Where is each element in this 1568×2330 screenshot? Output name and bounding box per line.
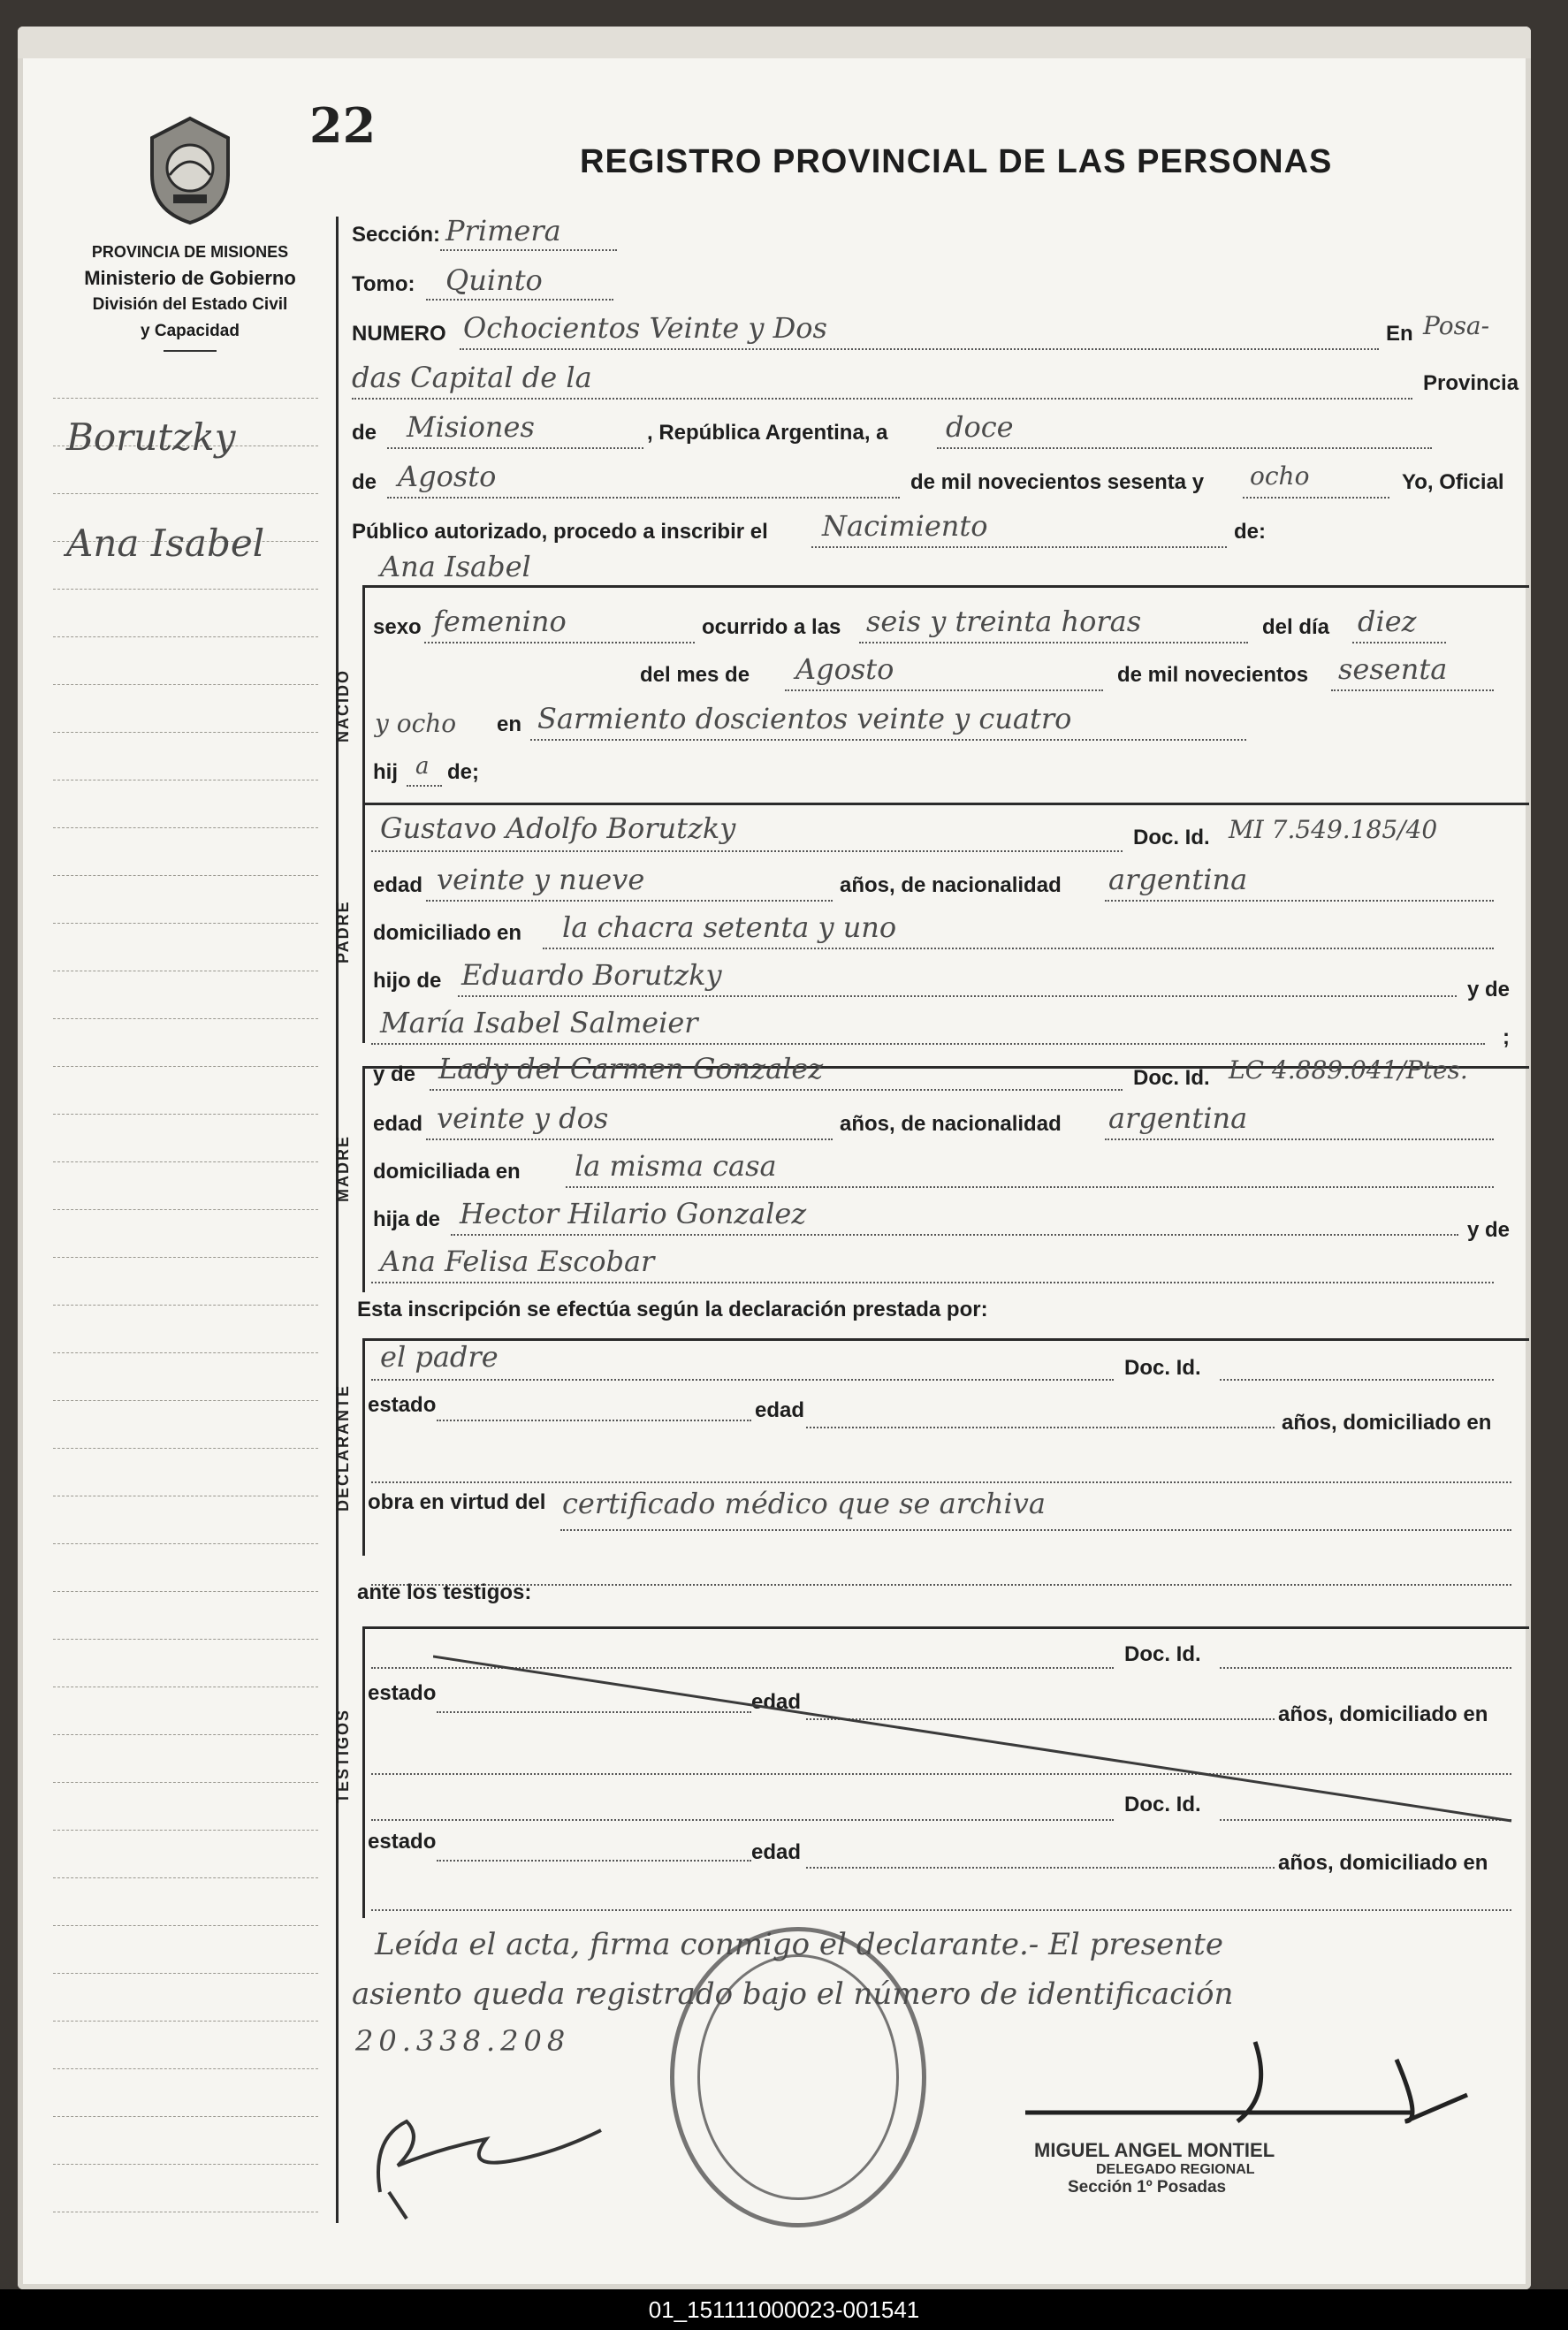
margin-ruled-line xyxy=(53,1830,318,1831)
anio-value: ocho xyxy=(1250,461,1310,491)
declarante-doc-line xyxy=(1220,1379,1494,1381)
nacido-top-rule xyxy=(362,585,1529,588)
declarante-name: el padre xyxy=(380,1340,499,1374)
madre-padre-value: Hector Hilario Gonzalez xyxy=(460,1197,807,1230)
ocurrido-label: ocurrido a las xyxy=(702,615,841,639)
margin-ruled-line xyxy=(53,684,318,685)
declarante-top-rule xyxy=(362,1338,1529,1341)
madre-section-label: MADRE xyxy=(334,1135,352,1202)
margin-column xyxy=(18,27,336,2289)
margin-ruled-line xyxy=(53,875,318,876)
madre-hija-label: hija de xyxy=(373,1207,441,1231)
lugar-line xyxy=(530,739,1246,741)
nacido-mes-line xyxy=(785,689,1103,691)
margin-ruled-line xyxy=(53,1400,318,1401)
dia-line xyxy=(937,447,1432,449)
official-name: MIGUEL ANGEL MONTIEL xyxy=(1034,2139,1275,2161)
margin-ruled-line xyxy=(53,2021,318,2022)
official-signature-icon xyxy=(1008,2024,1485,2148)
padre-yde-label: y de xyxy=(1467,978,1511,1001)
padre-edad-line xyxy=(426,900,833,902)
margin-ruled-line xyxy=(53,1734,318,1735)
testigo2-dom-line xyxy=(371,1909,1511,1911)
margin-surname: Borutzky xyxy=(66,415,236,459)
margin-given-name: Ana Isabel xyxy=(66,522,265,565)
margin-ruled-line xyxy=(53,1925,318,1926)
margin-ruled-line xyxy=(53,2068,318,2069)
ministry-name: Ministerio de Gobierno xyxy=(84,267,296,289)
official-office: Sección 1º Posadas xyxy=(1068,2178,1227,2197)
mes-label: del mes de xyxy=(640,663,750,687)
madre-bracket xyxy=(362,1066,365,1292)
madre-madre-value: Ana Felisa Escobar xyxy=(380,1245,655,1278)
margin-ruled-line xyxy=(53,827,318,828)
hij-de-label: de; xyxy=(447,760,479,784)
dia-value: doce xyxy=(946,410,1014,444)
seccion-value: Primera xyxy=(445,214,561,247)
testigos-bracket xyxy=(362,1626,365,1918)
sexo-line xyxy=(424,642,695,643)
padre-semicolon: ; xyxy=(1503,1025,1510,1049)
dia-label: del día xyxy=(1262,615,1330,639)
margin-ruled-line xyxy=(53,398,318,399)
closing-line-2: asiento queda registrado bajo el número de identificación xyxy=(352,1976,1234,2012)
acto-line xyxy=(811,546,1227,548)
testigo1-estado-label: estado xyxy=(368,1681,437,1705)
republica-label: , República Argentina, a xyxy=(647,421,888,445)
column-separator xyxy=(336,217,339,2223)
madre-dom-line xyxy=(566,1186,1494,1188)
margin-ruled-line xyxy=(53,1877,318,1878)
en-value-a: Posa- xyxy=(1423,311,1490,340)
margin-ruled-line xyxy=(53,2116,318,2117)
numero-value: Ochocientos Veinte y Dos xyxy=(463,311,827,345)
margin-ruled-line xyxy=(53,1018,318,1019)
padre-name: Gustavo Adolfo Borutzky xyxy=(380,811,736,845)
ministry-province: PROVINCIA DE MISIONES xyxy=(91,243,289,261)
declarant-signature-icon xyxy=(354,2086,636,2227)
padre-edad-label: edad xyxy=(373,873,423,897)
madre-yde-label: y de xyxy=(373,1062,416,1086)
official-stamp xyxy=(670,1927,926,2227)
padre-dom-line xyxy=(543,948,1494,949)
margin-ruled-line xyxy=(53,1161,318,1162)
page-title: REGISTRO PROVINCIAL DE LAS PERSONAS xyxy=(580,143,1333,180)
anio-line xyxy=(1243,497,1389,499)
madre-dom-value: la misma casa xyxy=(575,1149,777,1183)
madre-doc-label: Doc. Id. xyxy=(1133,1066,1210,1090)
margin-ruled-line xyxy=(53,1782,318,1783)
testigos-top-rule xyxy=(362,1626,1529,1629)
tomo-label: Tomo: xyxy=(352,272,415,296)
madre-edad-line xyxy=(426,1138,833,1140)
nacido-dia-value: diez xyxy=(1358,605,1417,638)
anio-label: de mil novecientos sesenta y xyxy=(910,470,1205,494)
padre-hijo-label: hijo de xyxy=(373,969,442,993)
de3-label: de: xyxy=(1234,520,1266,544)
declarante-bracket xyxy=(362,1338,365,1556)
margin-ruled-line xyxy=(53,1973,318,1974)
madre-edad-label: edad xyxy=(373,1112,423,1136)
padre-section-label: PADRE xyxy=(334,900,352,963)
nacido-name: Ana Isabel xyxy=(380,550,531,583)
numero-line xyxy=(460,348,1379,350)
declarante-intro: Esta inscripción se efectúa según la declaración prestada por: xyxy=(357,1298,988,1321)
en-label: En xyxy=(1386,322,1413,346)
nacido-anio-line xyxy=(1331,689,1494,691)
lugar-label: en xyxy=(497,712,522,736)
padre-name-line xyxy=(371,850,1123,852)
testigos-intro: ante los testigos: xyxy=(357,1580,532,1604)
mes-value: Agosto xyxy=(398,460,497,493)
nacido-mes-value: Agosto xyxy=(795,652,894,686)
madre-yde2-label: y de xyxy=(1467,1218,1511,1242)
declarante-obra-label: obra en virtud del xyxy=(368,1490,546,1514)
declarante-edad-line xyxy=(806,1427,1275,1428)
padre-dom-label: domiciliado en xyxy=(373,921,522,945)
nacido-anio-label: de mil novecientos xyxy=(1117,663,1309,687)
nacido-dia-line xyxy=(1352,642,1446,643)
official-role: DELEGADO REGIONAL xyxy=(1096,2162,1255,2177)
padre-padre-value: Eduardo Borutzky xyxy=(461,958,722,992)
margin-ruled-line xyxy=(53,1639,318,1640)
testigo2-edad-line xyxy=(806,1867,1275,1869)
padre-nac-value: argentina xyxy=(1108,863,1248,896)
nacido-anio-a: sesenta xyxy=(1338,652,1448,686)
de-label: de xyxy=(352,421,377,445)
madre-edad-value: veinte y dos xyxy=(437,1101,609,1135)
oficial-label: Yo, Oficial xyxy=(1402,470,1504,494)
sexo-label: sexo xyxy=(373,615,422,639)
margin-ruled-line xyxy=(53,589,318,590)
madre-nac-label: años, de nacionalidad xyxy=(840,1112,1062,1136)
margin-ruled-line xyxy=(53,493,318,494)
testigo2-anios-label: años, domiciliado en xyxy=(1278,1851,1488,1875)
lugar-value: Sarmiento doscientos veinte y cuatro xyxy=(537,702,1072,735)
margin-ruled-line xyxy=(53,1114,318,1115)
padre-nac-label: años, de nacionalidad xyxy=(840,873,1062,897)
padre-doc-label: Doc. Id. xyxy=(1133,826,1210,849)
testigo2-estado-label: estado xyxy=(368,1830,437,1854)
declarante-obra-line xyxy=(560,1529,1511,1531)
footer-identifier: 01_151111000023-001541 xyxy=(0,2289,1568,2330)
margin-ruled-line xyxy=(53,1352,318,1353)
margin-ruled-line xyxy=(53,636,318,637)
hij-line xyxy=(407,785,442,787)
provincia-line xyxy=(387,447,643,449)
padre-dom-value: la chacra setenta y uno xyxy=(562,910,897,944)
en-line-2 xyxy=(352,398,1412,400)
mes-line xyxy=(387,497,900,499)
acto-value: Nacimiento xyxy=(822,509,988,543)
closing-line-1: Leída el acta, firma conmigo el declarante.- El presente xyxy=(375,1927,1223,1962)
seccion-label: Sección: xyxy=(352,223,441,247)
padre-edad-value: veinte y nueve xyxy=(437,863,645,896)
padre-hijo-line xyxy=(458,995,1457,997)
official-signature-block xyxy=(1034,2139,1275,2197)
padre-madre-value: María Isabel Salmeier xyxy=(380,1006,698,1039)
madre-hija-line xyxy=(451,1234,1458,1236)
madre-nac-value: argentina xyxy=(1108,1101,1248,1135)
provincia-value: Misiones xyxy=(407,410,535,444)
closing-line-3: 20.338.208 xyxy=(355,2024,571,2058)
margin-ruled-line xyxy=(53,1543,318,1544)
padre-top-rule xyxy=(362,803,1529,805)
declarante-dom-line xyxy=(371,1481,1511,1483)
margin-ruled-line xyxy=(53,1448,318,1449)
margin-ruled-line xyxy=(53,1305,318,1306)
ministry-division: División del Estado Civil xyxy=(92,295,288,314)
testigo1-doc-label: Doc. Id. xyxy=(1124,1642,1201,1666)
madre-madre-line xyxy=(371,1282,1494,1283)
provincia-label: Provincia xyxy=(1423,371,1519,395)
declarante-anios-label: años, domiciliado en xyxy=(1282,1411,1492,1435)
margin-ruled-line xyxy=(53,732,318,733)
margin-ruled-line xyxy=(53,2164,318,2165)
testigos-section-label: TESTIGOS xyxy=(334,1708,352,1803)
publico-label: Público autorizado, procedo a inscribir el xyxy=(352,520,768,544)
nacido-section-label: NACIDO xyxy=(334,669,352,742)
padre-madre-line xyxy=(371,1043,1485,1045)
declarante-section-label: DECLARANTE xyxy=(334,1384,352,1511)
madre-name: Lady del Carmen Gonzalez xyxy=(438,1052,824,1085)
declarante-obra-value: certificado médico que se archiva xyxy=(562,1487,1046,1520)
margin-ruled-line xyxy=(53,1209,318,1210)
declarante-doc-label: Doc. Id. xyxy=(1124,1356,1201,1380)
seccion-line xyxy=(440,249,617,251)
nacido-bracket xyxy=(362,585,365,803)
testigo1-edad-label: edad xyxy=(751,1690,802,1714)
tomo-value: Quinto xyxy=(445,263,543,297)
madre-dom-label: domiciliada en xyxy=(373,1160,521,1184)
declarante-name-line xyxy=(371,1379,1114,1381)
ministry-division-2: y Capacidad xyxy=(141,322,240,340)
madre-doc-value: LC 4.889.041/Ptes. xyxy=(1229,1055,1468,1085)
margin-ruled-line xyxy=(53,1066,318,1067)
testigo2-edad-label: edad xyxy=(751,1840,802,1864)
page-number: 22 xyxy=(309,97,377,154)
margin-ruled-line xyxy=(53,923,318,924)
declarante-estado-label: estado xyxy=(368,1393,437,1417)
tomo-line xyxy=(426,299,613,301)
testigos-top-dots xyxy=(371,1584,1511,1586)
madre-name-line xyxy=(430,1089,1123,1091)
hij-label: hij xyxy=(373,760,398,784)
madre-nac-line xyxy=(1105,1138,1494,1140)
testigos-strike-line xyxy=(433,1653,1520,1830)
hij-suffix: a xyxy=(415,753,430,780)
nacido-anio-b: y ocho xyxy=(375,709,457,738)
testigo2-doc-label: Doc. Id. xyxy=(1124,1793,1201,1816)
de2-label: de xyxy=(352,470,377,494)
hora-line xyxy=(859,642,1248,643)
padre-nac-line xyxy=(1105,900,1494,902)
en-value-b: das Capital de la xyxy=(352,361,592,394)
numero-label: NUMERO xyxy=(352,322,446,346)
testigo1-anios-label: años, domiciliado en xyxy=(1278,1702,1488,1726)
padre-bracket xyxy=(362,803,365,1043)
hora-value: seis y treinta horas xyxy=(866,605,1142,638)
padre-doc-value: MI 7.549.185/40 xyxy=(1229,815,1438,844)
declarante-estado-line xyxy=(437,1420,751,1421)
margin-ruled-line xyxy=(53,1591,318,1592)
margin-ruled-line xyxy=(53,1257,318,1258)
document-page xyxy=(18,27,1531,2289)
testigo2-estado-line xyxy=(437,1860,751,1862)
declarante-edad-label: edad xyxy=(755,1398,805,1422)
sexo-value: femenino xyxy=(433,605,567,638)
